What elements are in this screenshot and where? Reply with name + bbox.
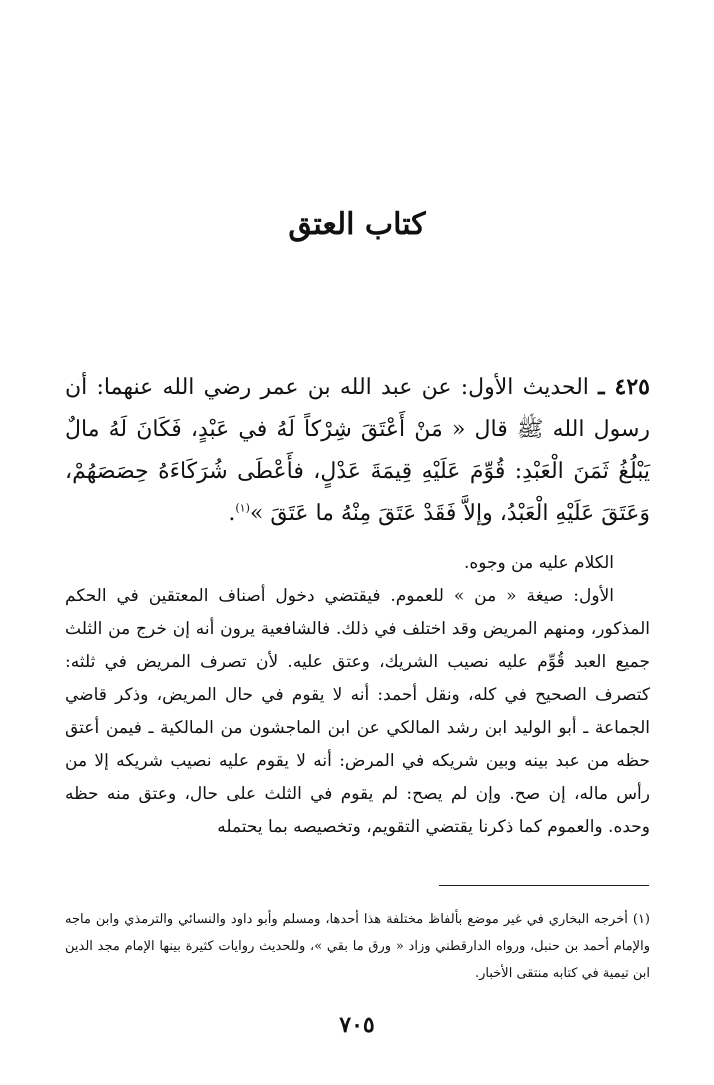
footnote-reference: (١) xyxy=(235,501,250,515)
hadith-number: ٤٢٥ ـ xyxy=(598,374,650,400)
footnote-divider xyxy=(439,885,649,886)
page-number: ٧٠٥ xyxy=(339,1012,375,1038)
commentary-intro: الكلام عليه من وجوه. xyxy=(463,553,614,573)
main-text xyxy=(65,366,650,844)
hadith-paragraph: ٤٢٥ ـ الحديث الأول: عن عبد الله بن عمر رضي الله عنهما: أن رسول الله ﷺ قال « مَنْ أَعْتَقَ شِرْكاً لَهُ في عَبْدٍ، فَكَانَ لَهُ مالٌ يَبْلُغُ ثَمَنَ الْعَبْدِ: قُوِّمَ عَلَيْهِ قِيمَةَ عَدْلٍ، فأَعْطَى شُرَكَاءَهُ حِصَصَهُمْ، وَعَتَقَ عَلَيْهِ الْعَبْدُ، وإلاَّ فَقَدْ عَتَقَ مِنْهُ ما عَتَقَ »$^{(١)}$. xyxy=(65,374,650,526)
hadith-text: الحديث الأول: عن عبد الله بن عمر رضي الله عنهما: أن رسول الله ﷺ قال « مَنْ أَعْتَقَ شِرْكاً لَهُ في عَبْدٍ، فَكَانَ لَهُ مالٌ يَبْلُغُ ثَمَنَ الْعَبْدِ: قُوِّمَ عَلَيْهِ قِيمَةَ عَدْلٍ، فأَعْطَى شُرَكَاءَهُ حِصَصَهُمْ، وَعَتَقَ عَلَيْهِ الْعَبْدُ، وإلاَّ فَقَدْ عَتَقَ مِنْهُ ما عَتَقَ » xyxy=(65,375,650,526)
chapter-title: كتاب العتق xyxy=(288,207,426,242)
footnotes xyxy=(65,906,650,987)
footnote-text: (١) أخرجه البخاري في غير موضع بألفاظ مختلفة هذا أحدها، ومسلم وأبو داود والنسائي والترمذي وابن ماجه والإمام أحمد بن حنبل، ورواه الدارقطني وزاد « ورق ما بقي »، وللحديث روايات كثيرة بينها الإمام مجد الدين ابن تيمية في كتابه منتقى الأخبار. xyxy=(65,912,650,981)
commentary-paragraph: الأول: صيغة « من » للعموم. فيقتضي دخول أصناف المعتقين في الحكم المذكور، ومنهم المريض وقد اختلف في ذلك. فالشافعية يرون أنه إن خرج من الثلث جميع العبد قُوِّم عليه نصيب الشريك، وعتق عليه. لأن تصرف المريض في ثلثه: كتصرف الصحيح في كله، ونقل أحمد: أنه لا يقوم في حال المريض، وذكر قاضي الجماعة ـ أبو الوليد ابن رشد المالكي عن ابن الماجشون من المالكية ـ فيمن أعتق حظه من عبد بينه وبين شريكه في المرض: أنه لا يقوم عليه نصيب شريكه إلا من رأس ماله، إن صح. وإن لم يصح: لم يقوم في الثلث على حال، وعتق منه حظه وحده. والعموم كما ذكرنا يقتضي التقويم، وتخصيصه بما يحتمله xyxy=(65,586,650,837)
